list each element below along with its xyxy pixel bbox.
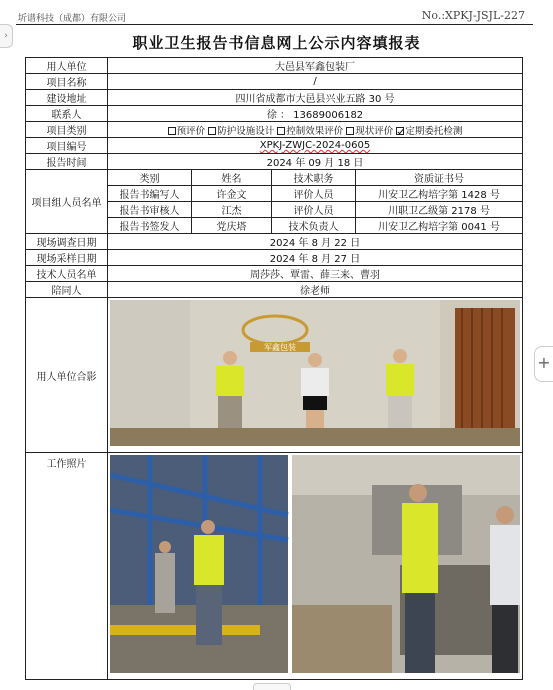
row-report-date [26,154,523,170]
report-date-label: 报告时间 [26,154,108,170]
sampling-date-value: 2024 年 8 月 27 日 [108,250,523,266]
row-contact [26,106,523,122]
category-option-control-effect[interactable]: 控制效果评价 [277,126,343,137]
row-survey-date [26,234,523,250]
members-label: 项目组人员名单 [26,170,108,234]
checkbox-icon[interactable] [346,127,354,135]
member-name: 党庆塔 [192,218,272,234]
member-title: 评价人员 [272,202,356,218]
category-option-periodic-test[interactable]: 定期委托检测 [396,126,462,137]
members-header-category: 类别 [108,170,192,186]
member-cert: 川职卫乙级第 2178 号 [356,202,523,218]
row-escort [26,282,523,298]
category-option-protection-design[interactable]: 防护设施设计 [208,126,274,137]
document-code: No.:XPKJ-JSJL-227 [421,9,525,22]
bottom-tab-handle[interactable] [253,683,291,690]
row-category [26,122,523,138]
photo-sign-text: 军鑫包装 [264,343,296,352]
group-photo-cell [108,298,523,453]
row-tech-staff [26,266,523,282]
escort-value: 徐老师 [108,282,523,298]
row-address [26,90,523,106]
member-name: 江杰 [192,202,272,218]
project-no-label: 项目编号 [26,138,108,154]
members-header-name: 姓名 [192,170,272,186]
report-form-table [25,57,523,680]
category-label: 项目类别 [26,122,108,138]
checkbox-icon[interactable] [277,127,285,135]
work-photos-label: 工作照片 [26,453,108,680]
work-photo-right [292,455,520,673]
sampling-date-label: 现场采样日期 [26,250,108,266]
category-option-pre-eval[interactable]: 预评价 [168,126,206,137]
checkbox-icon[interactable] [208,127,216,135]
member-role: 报告书审核人 [108,202,192,218]
address-label: 建设地址 [26,90,108,106]
members-header-title: 技术职务 [272,170,356,186]
row-project-no [26,138,523,154]
contact-label: 联系人 [26,106,108,122]
work-photos-image [110,455,520,673]
row-project-name [26,74,523,90]
employer-value: 大邑县军鑫包装厂 [108,58,523,74]
tech-staff-value: 周莎莎、覃雷、薛三来、曹羽 [108,266,523,282]
group-photo [110,300,520,450]
project-name-value: / [108,74,523,90]
plus-icon[interactable]: + [534,346,553,382]
survey-date-value: 2024 年 8 月 22 日 [108,234,523,250]
row-work-photos [26,453,523,680]
project-no-value: XPKJ-ZWJC-2024-0605 [259,140,371,151]
checkbox-checked-icon[interactable] [396,127,404,135]
work-photos [110,455,520,677]
category-options [108,122,523,138]
header-divider [16,24,533,25]
work-photo-left [110,455,288,673]
member-cert: 川安卫乙构培字第 0041 号 [356,218,523,234]
member-role: 报告书签发人 [108,218,192,234]
members-header-cert: 资质证书号 [356,170,523,186]
tech-staff-label: 技术人员名单 [26,266,108,282]
row-group-photo [26,298,523,453]
contact-value: 徐 ： 13689006182 [108,106,523,122]
member-cert: 川安卫乙构培字第 1428 号 [356,186,523,202]
employer-label: 用人单位 [26,58,108,74]
row-sampling-date [26,250,523,266]
work-photos-cell [108,453,523,680]
report-date-value: 2024 年 09 月 18 日 [108,154,523,170]
member-title: 技术负责人 [272,218,356,234]
checkbox-icon[interactable] [168,127,176,135]
expand-icon[interactable]: › [0,24,13,48]
address-value: 四川省成都市大邑县兴业五路 30 号 [108,90,523,106]
member-title: 评价人员 [272,186,356,202]
survey-date-label: 现场调查日期 [26,234,108,250]
member-role: 报告书编写人 [108,186,192,202]
category-option-status-eval[interactable]: 现状评价 [346,126,393,137]
row-members-header [26,170,523,186]
group-photo-label: 用人单位合影 [26,298,108,453]
company-name: 圻谱科技（成都）有限公司 [18,14,127,24]
group-photo-image [110,300,520,446]
row-employer [26,58,523,74]
escort-label: 陪同人 [26,282,108,298]
project-name-label: 项目名称 [26,74,108,90]
page-title: 职业卫生报告书信息网上公示内容填报表 [132,34,421,52]
member-name: 许金文 [192,186,272,202]
